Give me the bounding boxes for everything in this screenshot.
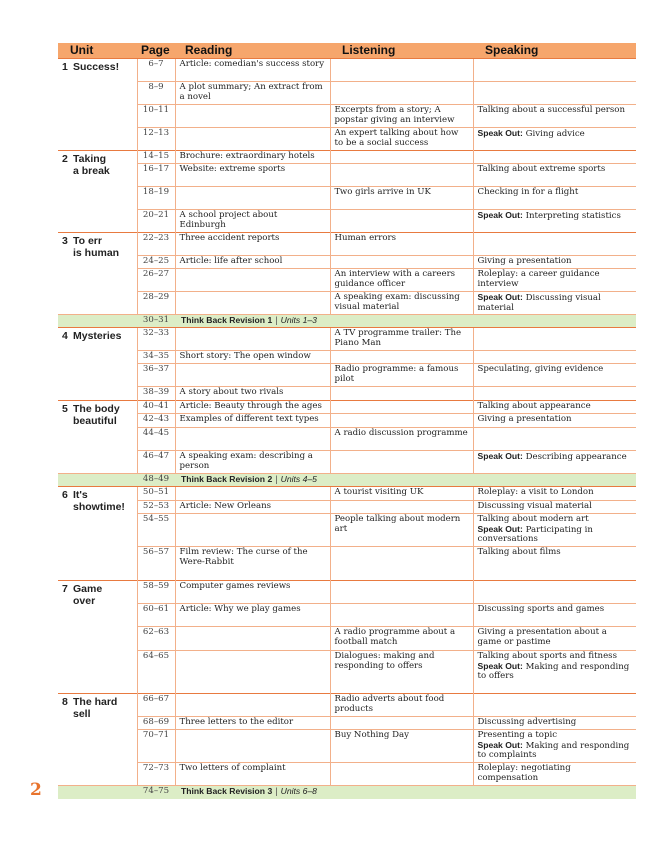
page-cell: 68–69 [137, 717, 175, 730]
unit-title: Success! [73, 61, 120, 73]
revision-units: Units 4–5 [280, 474, 317, 484]
unit-title: is human [73, 247, 120, 259]
table-row [58, 651, 636, 694]
speaking-cell [473, 164, 636, 187]
listening-cell [330, 164, 473, 187]
speaking-text: Talking about appearance [477, 401, 591, 411]
speaking-text: Roleplay: a career guidance interview [477, 269, 600, 289]
speak-out-text: Describing appearance [525, 452, 627, 462]
unit-title-cell [58, 581, 137, 694]
reading-cell: Examples of different text types [175, 414, 330, 428]
unit-title-line [62, 330, 133, 342]
reading-cell: Article: comedian's success story [175, 59, 330, 82]
listening-cell [330, 547, 473, 581]
revision-row [58, 786, 636, 799]
reading-cell: Website: extreme sports [175, 164, 330, 187]
unit-number: 1 [62, 61, 68, 73]
speaking-cell [473, 401, 636, 414]
unit-title: Mysteries [73, 330, 122, 342]
table-row [58, 604, 636, 627]
speaking-text: Discussing visual material [477, 501, 592, 511]
speaking-text: Roleplay: a visit to London [477, 487, 594, 497]
table-row [58, 82, 636, 105]
speak-out [478, 662, 633, 682]
speaking-text: Talking about modern art [477, 514, 589, 524]
reading-cell: Brochure: extraordinary hotels [175, 151, 330, 164]
header-speaking: Speaking [473, 43, 636, 59]
reading-cell [175, 651, 330, 694]
page-cell: 8–9 [137, 82, 175, 105]
speaking-text: Speculating, giving evidence [477, 364, 604, 374]
reading-cell [175, 730, 330, 763]
speaking-text: Giving a presentation about a game or pastime [477, 627, 607, 647]
page-cell: 56–57 [137, 547, 175, 581]
reading-cell [175, 364, 330, 387]
table-row [58, 694, 636, 717]
revision-title-cell [175, 474, 636, 487]
table-row [58, 414, 636, 428]
revision-separator: | [274, 475, 278, 485]
listening-cell: A speaking exam: discussing visual material [330, 292, 473, 315]
listening-cell [330, 387, 473, 401]
table-row [58, 233, 636, 256]
page-cell: 62–63 [137, 627, 175, 651]
listening-cell: A radio discussion programme [330, 428, 473, 451]
reading-cell: Article: Beauty through the ages [175, 401, 330, 414]
table-row [58, 451, 636, 474]
table-row [58, 730, 636, 763]
speaking-cell [473, 717, 636, 730]
speak-out-text: Making and responding to offers [477, 661, 630, 682]
speaking-cell [473, 210, 636, 233]
page-cell: 36–37 [137, 364, 175, 387]
listening-cell [330, 59, 473, 82]
speak-out-label: Speak Out: [477, 523, 523, 534]
reading-cell [175, 128, 330, 151]
reading-cell [175, 514, 330, 547]
page-cell: 34–35 [137, 351, 175, 364]
speak-out-label: Speak Out: [477, 128, 523, 138]
listening-cell [330, 763, 473, 786]
listening-cell: An expert talking about how to be a social success [330, 128, 473, 151]
listening-cell: An interview with a careers guidance officer [330, 269, 473, 292]
revision-row [58, 474, 636, 487]
table-row [58, 187, 636, 210]
speaking-cell [473, 59, 636, 82]
revision-page: 30–31 [137, 315, 175, 328]
revision-title: Think Back Revision 3 [181, 786, 273, 796]
unit-title-cell [58, 151, 137, 233]
revision-blank [58, 474, 137, 487]
revision-row [58, 315, 636, 328]
page-cell: 50–51 [137, 487, 175, 501]
page-cell: 42–43 [137, 414, 175, 428]
speak-out-text: Participating in conversations [477, 524, 593, 545]
page-cell: 12–13 [137, 128, 175, 151]
unit-title-line [62, 403, 133, 415]
speaking-cell [473, 269, 636, 292]
unit-title-line [62, 583, 133, 595]
page-number: 2 [30, 780, 42, 800]
unit-title: Game [73, 583, 103, 595]
speak-out [478, 452, 633, 463]
speaking-text: Checking in for a flight [477, 187, 579, 197]
speaking-text: Roleplay: negotiating compensation [477, 763, 571, 783]
unit-title: To err [73, 235, 102, 247]
speaking-cell [473, 514, 636, 547]
page-cell: 52–53 [137, 501, 175, 514]
listening-cell [330, 451, 473, 474]
revision-units: Units 1–3 [280, 315, 317, 325]
page-cell: 24–25 [137, 256, 175, 269]
revision-blank [58, 786, 137, 799]
reading-cell [175, 187, 330, 210]
revision-title-cell [175, 786, 636, 799]
listening-cell: Buy Nothing Day [330, 730, 473, 763]
listening-cell [330, 604, 473, 627]
speaking-cell [473, 694, 636, 717]
speaking-cell [473, 82, 636, 105]
unit-title-line [62, 235, 133, 247]
listening-cell [330, 401, 473, 414]
speak-out-label: Speak Out: [477, 292, 523, 302]
table-row [58, 547, 636, 581]
table-row [58, 581, 636, 604]
listening-cell [330, 151, 473, 164]
speaking-cell [473, 105, 636, 128]
speak-out-label: Speak Out: [477, 451, 523, 461]
revision-title: Think Back Revision 2 [181, 474, 273, 484]
page-cell: 10–11 [137, 105, 175, 128]
listening-cell: Human errors [330, 233, 473, 256]
reading-cell: Article: New Orleans [175, 501, 330, 514]
page-cell: 18–19 [137, 187, 175, 210]
reading-cell: Article: life after school [175, 256, 330, 269]
unit-title: over [73, 595, 96, 607]
page-cell: 64–65 [137, 651, 175, 694]
table-row [58, 627, 636, 651]
unit-title-line [62, 153, 133, 165]
reading-cell: A story about two rivals [175, 387, 330, 401]
page-cell: 72–73 [137, 763, 175, 786]
table-row [58, 210, 636, 233]
header-row [58, 43, 636, 59]
speak-out-text: Giving advice [525, 129, 585, 139]
listening-cell [330, 210, 473, 233]
speaking-cell [473, 328, 636, 351]
header-unit: Unit [58, 43, 137, 59]
speak-out-text: Making and responding to complaints [477, 740, 630, 761]
page-cell: 54–55 [137, 514, 175, 547]
unit-title-line [62, 696, 133, 708]
speak-out-text: Discussing visual material [477, 293, 601, 313]
reading-cell: Three accident reports [175, 233, 330, 256]
table-row [58, 269, 636, 292]
speaking-cell [473, 128, 636, 151]
speaking-cell [473, 364, 636, 387]
speaking-cell [473, 501, 636, 514]
unit-number: 8 [62, 696, 68, 708]
speaking-text: Discussing advertising [477, 717, 577, 727]
unit-title-cell [58, 59, 137, 151]
unit-title: The hard [73, 696, 118, 708]
unit-number: 6 [62, 489, 68, 501]
unit-number: 4 [62, 330, 68, 342]
page-cell: 58–59 [137, 581, 175, 604]
unit-title-line [62, 489, 133, 501]
listening-cell: Two girls arrive in UK [330, 187, 473, 210]
speak-out-text: Interpreting statistics [525, 211, 621, 221]
reading-cell [175, 694, 330, 717]
speak-out [478, 211, 633, 222]
table-row [58, 105, 636, 128]
reading-cell: Short story: The open window [175, 351, 330, 364]
table-row [58, 763, 636, 786]
unit-title-cell [58, 233, 137, 315]
page-cell: 6–7 [137, 59, 175, 82]
page-cell: 26–27 [137, 269, 175, 292]
page-cell: 38–39 [137, 387, 175, 401]
speaking-cell [473, 451, 636, 474]
speaking-cell [473, 414, 636, 428]
speaking-cell [473, 256, 636, 269]
table-row [58, 351, 636, 364]
page-cell: 14–15 [137, 151, 175, 164]
page-cell: 22–23 [137, 233, 175, 256]
speak-out-label: Speak Out: [477, 660, 523, 671]
table-row [58, 401, 636, 414]
reading-cell [175, 627, 330, 651]
reading-cell: Three letters to the editor [175, 717, 330, 730]
unit-number: 5 [62, 403, 68, 415]
listening-cell [330, 717, 473, 730]
reading-cell [175, 328, 330, 351]
page-cell: 32–33 [137, 328, 175, 351]
page-cell: 70–71 [137, 730, 175, 763]
unit-number: 3 [62, 235, 68, 247]
reading-cell: Film review: The curse of the Were-Rabbit [175, 547, 330, 581]
speaking-cell [473, 487, 636, 501]
revision-page: 48–49 [137, 474, 175, 487]
reading-cell: Article: Why we play games [175, 604, 330, 627]
reading-cell: A plot summary; An extract from a novel [175, 82, 330, 105]
reading-cell [175, 487, 330, 501]
listening-cell [330, 501, 473, 514]
table-row [58, 59, 636, 82]
unit-title: beautiful [73, 415, 117, 427]
contents-body [58, 59, 636, 799]
page-cell: 28–29 [137, 292, 175, 315]
listening-cell: A TV programme trailer: The Piano Man [330, 328, 473, 351]
listening-cell: People talking about modern art [330, 514, 473, 547]
table-row [58, 514, 636, 547]
table-row [58, 487, 636, 501]
reading-cell: Two letters of complaint [175, 763, 330, 786]
table-row [58, 717, 636, 730]
listening-cell [330, 351, 473, 364]
speak-out [478, 129, 633, 140]
speaking-text: Presenting a topic [477, 730, 558, 740]
speaking-cell [473, 763, 636, 786]
revision-page: 74–75 [137, 786, 175, 799]
speaking-cell [473, 547, 636, 581]
table-row [58, 292, 636, 315]
unit-title: a break [73, 165, 110, 177]
unit-title-cell [58, 487, 137, 581]
speak-out [478, 293, 633, 313]
speaking-text: Talking about a successful person [477, 105, 626, 115]
speaking-cell [473, 292, 636, 315]
unit-title: The body [73, 403, 120, 415]
speak-out [478, 525, 633, 545]
listening-cell: A tourist visiting UK [330, 487, 473, 501]
unit-title-line [62, 61, 133, 73]
revision-units: Units 6–8 [280, 786, 317, 796]
unit-title-cell [58, 401, 137, 474]
speaking-cell [473, 651, 636, 694]
speaking-cell [473, 187, 636, 210]
unit-title: It's [73, 489, 88, 501]
speaking-cell [473, 581, 636, 604]
speaking-cell [473, 604, 636, 627]
unit-title: sell [73, 708, 91, 720]
page-cell: 60–61 [137, 604, 175, 627]
revision-separator: | [274, 787, 278, 797]
reading-cell: A speaking exam: describing a person [175, 451, 330, 474]
page-cell: 40–41 [137, 401, 175, 414]
speaking-cell [473, 351, 636, 364]
page-cell: 16–17 [137, 164, 175, 187]
speak-out-label: Speak Out: [477, 210, 523, 220]
listening-cell: Radio adverts about food products [330, 694, 473, 717]
speak-out-label: Speak Out: [477, 739, 523, 750]
speaking-cell [473, 387, 636, 401]
table-row [58, 328, 636, 351]
table-row [58, 128, 636, 151]
reading-cell: Computer games reviews [175, 581, 330, 604]
unit-title: Taking [73, 153, 107, 165]
listening-cell: Dialogues: making and responding to offers [330, 651, 473, 694]
reading-cell [175, 269, 330, 292]
listening-cell [330, 256, 473, 269]
speaking-cell [473, 627, 636, 651]
speaking-text: Giving a presentation [477, 256, 572, 266]
table-row [58, 501, 636, 514]
header-listening: Listening [330, 43, 473, 59]
header-page: Page [137, 43, 175, 59]
speaking-text: Talking about extreme sports [477, 164, 606, 174]
speaking-cell [473, 151, 636, 164]
reading-cell [175, 292, 330, 315]
unit-title-cell [58, 328, 137, 401]
reading-cell [175, 428, 330, 451]
listening-cell: Radio programme: a famous pilot [330, 364, 473, 387]
table-row [58, 164, 636, 187]
listening-cell: A radio programme about a football match [330, 627, 473, 651]
listening-cell [330, 82, 473, 105]
unit-number: 7 [62, 583, 68, 595]
listening-cell [330, 414, 473, 428]
listening-cell: Excerpts from a story; A popstar giving an interview [330, 105, 473, 128]
table-row [58, 428, 636, 451]
page-cell: 66–67 [137, 694, 175, 717]
reading-cell: A school project about Edinburgh [175, 210, 330, 233]
speak-out [478, 741, 633, 761]
page-cell: 46–47 [137, 451, 175, 474]
speaking-cell [473, 428, 636, 451]
speaking-text: Talking about sports and fitness [477, 651, 617, 661]
unit-title-cell [58, 694, 137, 786]
speaking-text: Talking about films [477, 547, 561, 557]
speaking-cell [473, 730, 636, 763]
speaking-text: Discussing sports and games [477, 604, 605, 614]
page-cell: 20–21 [137, 210, 175, 233]
reading-cell [175, 105, 330, 128]
table-row [58, 256, 636, 269]
table-row [58, 387, 636, 401]
revision-blank [58, 315, 137, 328]
revision-separator: | [274, 316, 278, 326]
listening-cell [330, 581, 473, 604]
table-row [58, 151, 636, 164]
page-cell: 44–45 [137, 428, 175, 451]
revision-title: Think Back Revision 1 [181, 315, 273, 325]
revision-title-cell [175, 315, 636, 328]
speaking-text: Giving a presentation [477, 414, 572, 424]
unit-number: 2 [62, 153, 68, 165]
unit-title: showtime! [73, 501, 125, 513]
contents-table [58, 43, 636, 799]
header-reading: Reading [175, 43, 330, 59]
table-row [58, 364, 636, 387]
speaking-cell [473, 233, 636, 256]
